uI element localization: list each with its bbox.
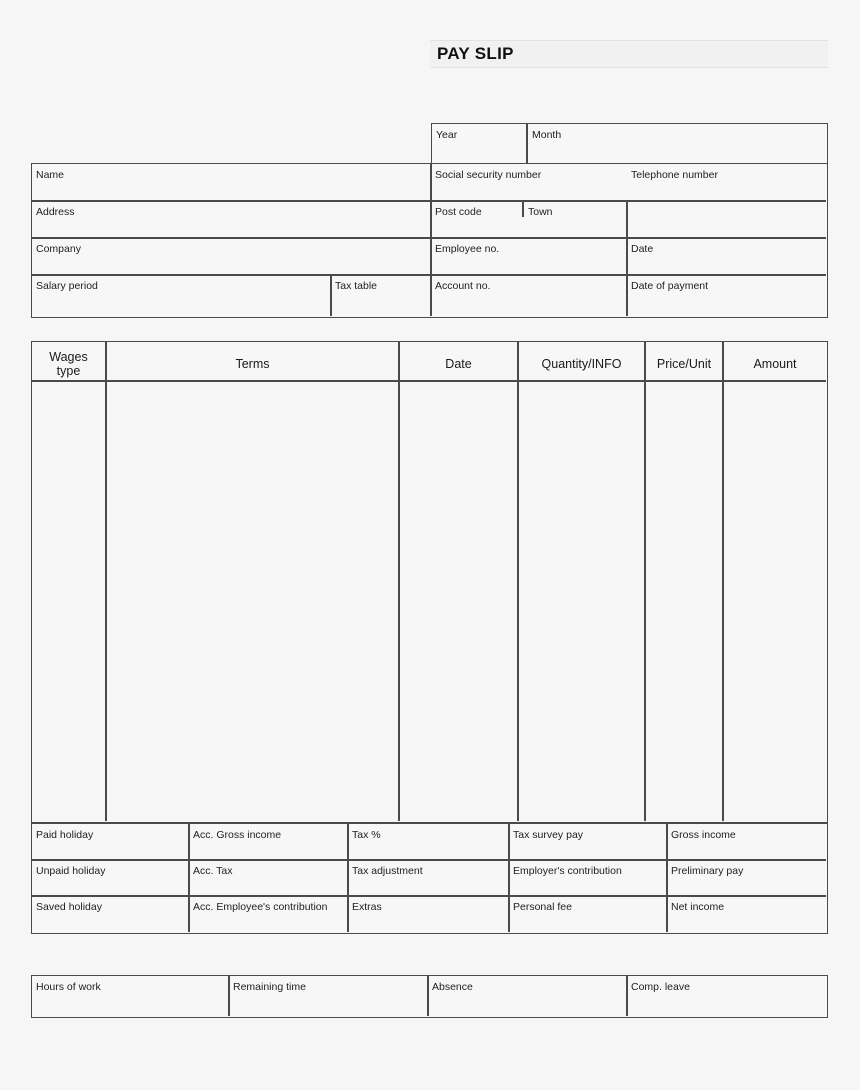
label-hours-of-work: Hours of work [36, 981, 101, 993]
label-tax-percent: Tax % [352, 829, 381, 841]
label-telephone-number: Telephone number [631, 169, 718, 181]
label-salary-period: Salary period [36, 280, 98, 292]
bottom-col-divider-2 [427, 976, 429, 1016]
info-divider-town [522, 202, 523, 217]
column-header-price-unit: Price/Unit [656, 357, 712, 371]
info-row-divider-2 [32, 237, 826, 239]
column-header-wages-type-line1: Wages [49, 350, 88, 364]
label-account-no: Account no. [435, 280, 491, 292]
summary-col-divider-4 [666, 824, 668, 932]
label-year: Year [436, 129, 458, 141]
column-header-terms: Terms [235, 357, 270, 371]
summary-row-divider-2 [32, 895, 826, 897]
bottom-col-divider-1 [228, 976, 230, 1016]
year-month-divider [526, 124, 528, 163]
label-preliminary-pay: Preliminary pay [671, 865, 744, 877]
label-name: Name [36, 169, 65, 181]
label-net-income: Net income [671, 901, 725, 913]
bottom-col-divider-3 [626, 976, 628, 1016]
summary-grid [31, 823, 828, 934]
info-divider-date [626, 237, 628, 274]
summary-row-divider-1 [32, 859, 826, 861]
page-title-banner [430, 40, 828, 68]
label-extras: Extras [352, 901, 382, 913]
column-header-date: Date [445, 357, 472, 371]
label-absence: Absence [432, 981, 473, 993]
label-acc-tax: Acc. Tax [193, 865, 233, 877]
label-tax-adjustment: Tax adjustment [352, 865, 423, 877]
info-divider-telephone [626, 200, 628, 237]
label-remaining-time: Remaining time [233, 981, 306, 993]
column-header-amount: Amount [753, 357, 797, 371]
column-header-quantity-info: Quantity/INFO [541, 357, 622, 371]
time-summary-table [31, 975, 828, 1018]
wages-table-body[interactable] [32, 382, 826, 820]
info-row-divider-3 [32, 274, 826, 276]
page-title: PAY SLIP [437, 44, 514, 63]
label-company: Company [36, 243, 81, 255]
label-comp-leave: Comp. leave [631, 981, 690, 993]
label-social-security-number: Social security number [435, 169, 542, 181]
label-gross-income: Gross income [671, 829, 736, 841]
label-date: Date [631, 243, 654, 255]
label-month: Month [532, 129, 562, 141]
employee-info-table [31, 163, 828, 318]
label-address: Address [36, 206, 75, 218]
info-row-divider-1 [32, 200, 826, 202]
info-divider-date-of-payment [626, 274, 628, 315]
label-employee-no: Employee no. [435, 243, 500, 255]
label-tax-table: Tax table [335, 280, 378, 292]
info-main-divider [430, 164, 432, 316]
label-unpaid-holiday: Unpaid holiday [36, 865, 106, 877]
label-paid-holiday: Paid holiday [36, 829, 94, 841]
label-town: Town [528, 206, 553, 218]
column-header-wages-type [32, 350, 105, 378]
year-month-block [431, 123, 828, 164]
summary-col-divider-3 [508, 824, 510, 932]
label-employers-contribution: Employer's contribution [513, 865, 622, 877]
label-acc-gross-income: Acc. Gross income [193, 829, 282, 841]
label-acc-employees-contribution: Acc. Employee's contribution [193, 901, 328, 913]
info-divider-tax-table [330, 274, 332, 315]
label-personal-fee: Personal fee [513, 901, 572, 913]
column-header-wages-type-line2: type [56, 364, 81, 378]
wages-table [31, 341, 828, 823]
label-saved-holiday: Saved holiday [36, 901, 102, 913]
label-post-code: Post code [435, 206, 482, 218]
summary-col-divider-2 [347, 824, 349, 932]
label-tax-survey-pay: Tax survey pay [513, 829, 584, 841]
summary-col-divider-1 [188, 824, 190, 932]
label-date-of-payment: Date of payment [631, 280, 709, 292]
